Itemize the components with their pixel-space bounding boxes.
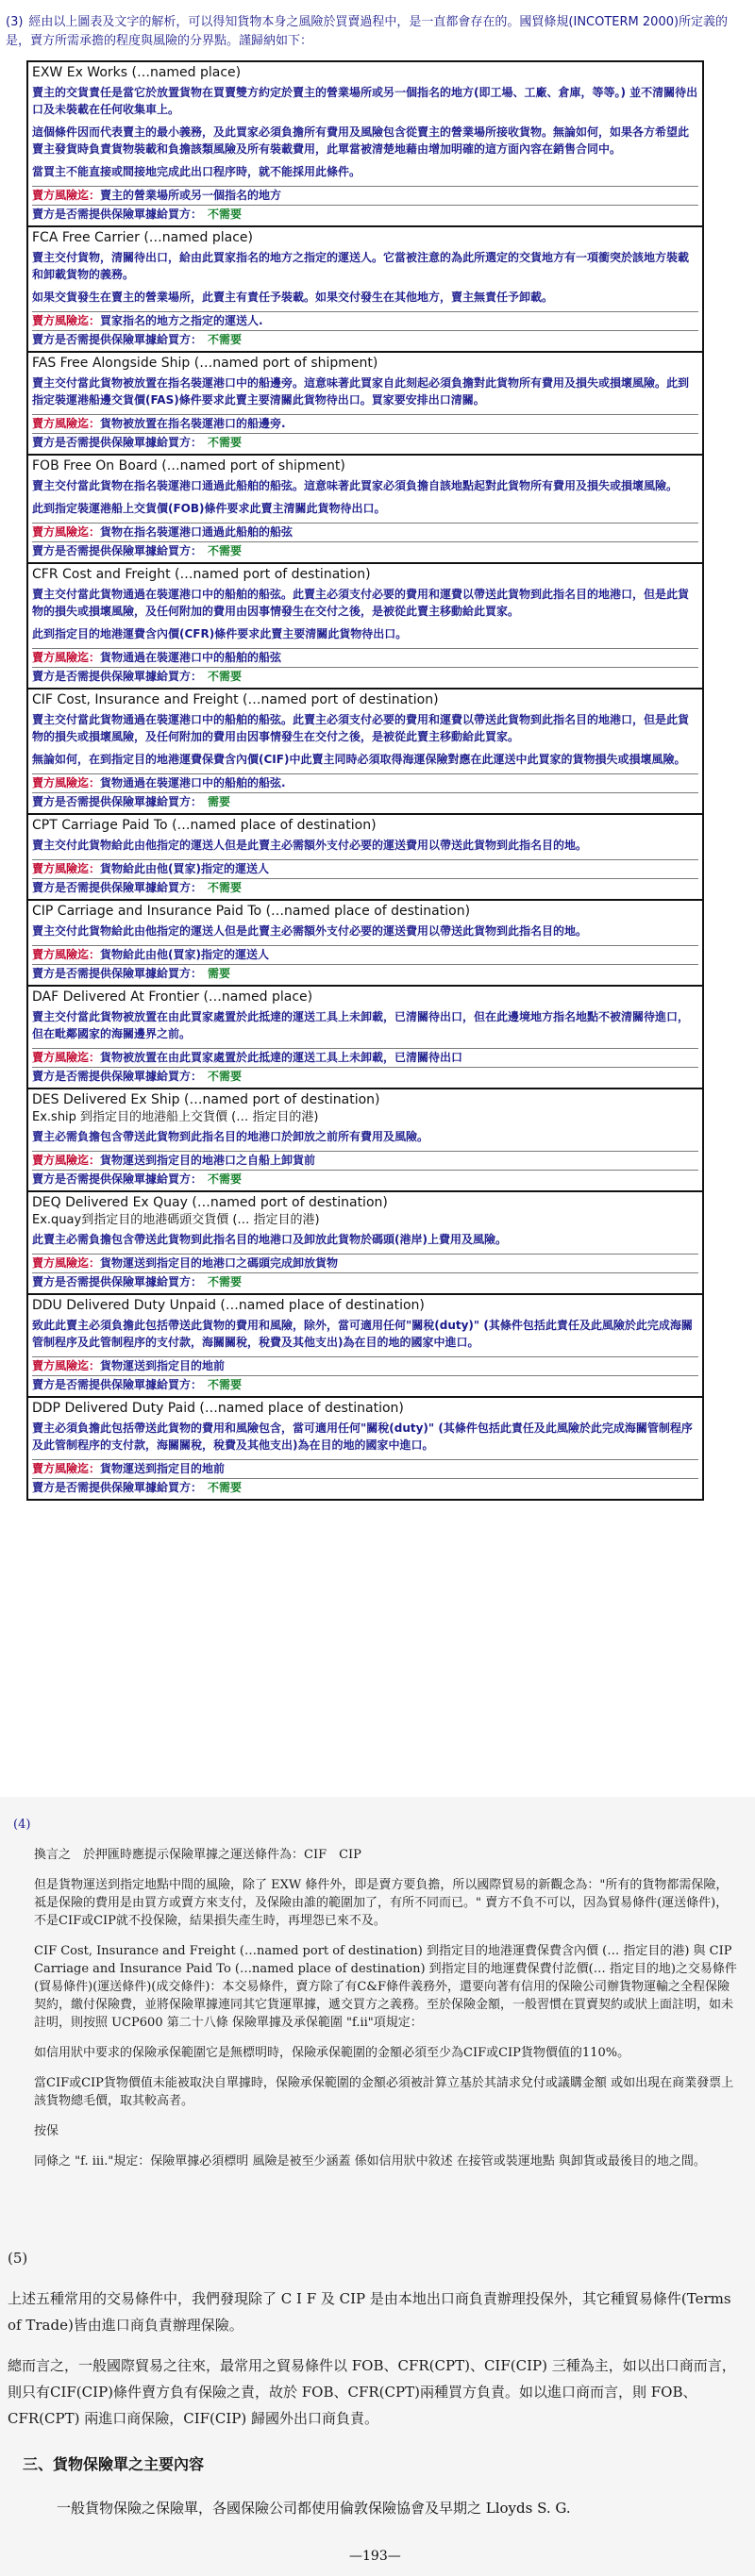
insurance-required-label: 賣方是否需提供保險單據給買方：: [32, 1275, 203, 1288]
seller-risk-value: 貨物通過在裝運港口中的船舶的船弦: [100, 651, 282, 664]
incoterm-paragraph: 賣主交付當此貨物通過在裝運港口中的船舶的船弦。此賣主必須支付必要的費用和運費以帶送此貨物到此指名目的地港口，但是此貨物的損失或損壞風險，及任何附加的費用由因事情發生在交付之後，是被從此賣主移動給此買家。: [32, 713, 690, 743]
insurance-required-label: 賣方是否需提供保險單據給買方：: [32, 333, 203, 346]
seller-risk-label: 賣方風險迄：: [32, 1359, 101, 1372]
seller-risk-label: 賣方風險迄：: [32, 1051, 101, 1064]
insurance-required-row: [32, 1272, 698, 1291]
seller-risk-row: [32, 186, 698, 205]
incoterm-heading: CIF Cost, Insurance and Freight (…named port of destination): [32, 692, 439, 707]
seller-risk-row: [32, 1151, 698, 1170]
incoterm-heading: FAS Free Alongside Ship (…named port of shipment): [32, 356, 378, 371]
insurance-required-value: 需要: [208, 795, 231, 808]
seller-risk-label: 賣方風險迄：: [32, 651, 101, 664]
seller-risk-label: 賣方風險迄：: [32, 417, 101, 430]
seller-risk-row: [32, 1254, 698, 1272]
insurance-required-value: 不需要: [208, 1378, 243, 1391]
insurance-required-label: 賣方是否需提供保險單據給買方：: [32, 1481, 203, 1494]
seller-risk-label: 賣方風險迄：: [32, 314, 101, 327]
incoterm-paragraph: 賣主交付貨物，清關待出口，給由此買家指名的地方之指定的運送人。它當被注意的為此所選定的交貨地方有一項衝突於該地方裝載和卸載貨物的義務。: [32, 251, 690, 281]
incoterm-paragraph: 當買主不能直接或間接地完成此出口程序時，就不能採用此條件。: [32, 165, 361, 178]
incoterm-block: [28, 62, 702, 227]
section-3-paragraph: 一般貨物保險之保險單，各國保險公司都使用倫敦保險協會及早期之 Lloyds S. G.: [57, 2500, 571, 2517]
seller-risk-value: 貨物運送到指定目的地前: [100, 1359, 226, 1372]
insurance-required-value: 不需要: [208, 670, 243, 683]
insurance-required-row: [32, 433, 698, 452]
seller-risk-row: [32, 1048, 698, 1067]
seller-risk-row: [32, 414, 698, 433]
seller-risk-label: 賣方風險迄：: [32, 776, 101, 789]
seller-risk-value: 賣主的營業場所或另一個指名的地方: [100, 189, 282, 202]
insurance-required-row: [32, 330, 698, 349]
section-4-paragraph: 當CIF或CIP貨物價值未能被取決自單據時，保險承保範圍的金額必須被計算立基於其請求兌付或議購金額 或如出現在商業發票上該貨物總毛價，取其較高者。: [34, 2076, 734, 2108]
insurance-required-label: 賣方是否需提供保險單據給買方：: [32, 795, 203, 808]
incoterm-paragraph: 賣主的交貨責任是當它於放置貨物在買賣雙方約定於賣主的營業場所或另一個指名的地方(即工場、工廠、倉庫，等等。) 並不清關待出口及未裝載在任何收集車上。: [32, 86, 698, 116]
section-5-paragraph: 總而言之，一般國際貿易之往來，最常用之貿易條件以 FOB、CFR(CPT)、CIF(CIP) 三種為主，如以出口商而言，則只有CIF(CIP)條件賣方負有保險之責，故於 FOB、CFR(CPT)兩種買方負責。如以進口商而言，則 FOB、CFR(CPT) 兩進口商保險，CIF(CIP) 歸國外出口商負責。: [8, 2357, 736, 2427]
insurance-required-label: 賣方是否需提供保險單據給買方：: [32, 1172, 203, 1186]
seller-risk-value: 貨物給此由他(買家)指定的運送人: [100, 948, 269, 961]
insurance-required-value: 不需要: [208, 1172, 243, 1186]
incoterm-block: [28, 227, 702, 353]
incoterm-heading: DAF Delivered At Frontier (…named place): [32, 989, 313, 1005]
incoterm-heading: FOB Free On Board (…named port of shipment): [32, 458, 345, 474]
seller-risk-label: 賣方風險迄：: [32, 189, 101, 202]
insurance-required-row: [32, 878, 698, 897]
incoterms-table: [26, 60, 704, 1501]
insurance-required-row: [32, 1478, 698, 1497]
section-5-paragraph: 上述五種常用的交易條件中，我們發現除了 C I F 及 CIP 是由本地出口商負責辦理投保外，其它種貿易條件(Terms of Trade)皆由進口商負責辦理保險。: [8, 2290, 731, 2334]
incoterm-block: [28, 815, 702, 901]
section-4-number: (4): [13, 1818, 31, 1832]
insurance-required-value: 不需要: [208, 881, 243, 894]
insurance-required-row: [32, 964, 698, 983]
seller-risk-value: 買家指名的地方之指定的運送人.: [100, 314, 263, 327]
incoterm-block: [28, 690, 702, 815]
section-4-paragraph: 但是貨物運送到指定地點中間的風險，除了 EXW 條件外，即是賣方要負擔，所以國際貿易的新觀念為："所有的貨物都需保險，祗是保險的費用是由買方或賣方來支付，及保險由誰的範圍加了，有所不同而已。" 賣方不負不可以，因為貿易條件(運送條件)，不是CIF或CIP就不投保險，結果損失產生時，再埋怨已來不及。: [34, 1878, 729, 1928]
incoterm-paragraph: 此到指定裝運港船上交貨價(FOB)條件要求此賣主清關此貨物待出口。: [32, 502, 386, 515]
incoterm-heading: DDU Delivered Duty Unpaid (…named place of destination): [32, 1298, 425, 1313]
incoterm-block: [28, 564, 702, 690]
seller-risk-label: 賣方風險迄：: [32, 525, 101, 539]
insurance-required-row: [32, 1067, 698, 1086]
incoterm-paragraph: 無論如何，在到指定目的地港運費保費含內價(CIF)中此賣主同時必須取得海運保險對應在此運送中此買家的貨物損失或損壞風險。: [32, 753, 686, 766]
section-4-paragraph: CIF Cost, Insurance and Freight (…named port of destination) 到指定目的地港運費保費含內價 (… 指定目的港) 與 CIP Carriage and Insurance Paid To (…named place of destination) 到指定目的地運費保費付訖價(… 指定目的地)之交易條件(貿易條件)(運送條件)(成交條件)：本交易條件，賣方除了有C&F條件義務外，還要向著有信用的保險公司辦貨物運輸之全程保險契約，繳付保險費，並將保險單據連同其它貨運單據，遞交買方之義務。至於保險金額，一般習慣在買賣契約或狀上面註明，如未註明，則按照 UCP600 第二十八條 保險單據及承保範圍 "f.ii"項規定：: [34, 1944, 737, 2030]
incoterm-heading: CPT Carriage Paid To (…named place of destination): [32, 818, 377, 833]
incoterm-paragraph: 這個條件因而代表賣主的最小義務，及此買家必須負擔所有費用及風險包含從賣主的營業場所接收貨物。無論如何，如果各方希望此賣主發貨時負責貨物裝載和負擔該類風險及所有裝載費用，此單當被清楚地藉由增加明確的這方面內容在銷售合同中。: [32, 125, 690, 156]
insurance-required-label: 賣方是否需提供保險單據給買方：: [32, 881, 203, 894]
seller-risk-row: [32, 648, 698, 667]
incoterm-paragraph: 賣主交付此貨物給此由他指定的運送人但是此賣主必需額外支付必要的運送費用以帶送此貨物到此指名目的地。: [32, 839, 588, 852]
seller-risk-value: 貨物運送到指定目的地港口之自船上卸貨前: [100, 1154, 316, 1167]
intro-paragraph: [6, 13, 742, 51]
insurance-required-row: [32, 667, 698, 686]
insurance-required-row: [32, 1170, 698, 1188]
page-number: —193—: [349, 2549, 401, 2564]
seller-risk-value: 貨物運送到指定目的地港口之碼頭完成卸放貨物: [100, 1256, 339, 1270]
incoterm-paragraph: 此賣主必需負擔包含帶送此貨物到此指名目的地港口及卸放此貨物於碼頭(港岸)上費用及風險。: [32, 1233, 507, 1246]
section-5: [8, 2245, 744, 2441]
incoterm-paragraph: 賣主交付當此貨物被放置在由此買家處置於此抵達的運送工具上未卸載，已清關待出口，但在此邊境地方指名地點不被清關待進口，但在毗鄰國家的海關邊界之前。: [32, 1010, 690, 1040]
insurance-required-value: 不需要: [208, 436, 243, 449]
incoterm-heading: DES Delivered Ex Ship (…named port of destination): [32, 1092, 380, 1107]
incoterm-block: [28, 1295, 702, 1398]
section-3-heading: 三、貨物保險單之主要內容: [23, 2455, 205, 2473]
seller-risk-value: 貨物給此由他(買家)指定的運送人: [100, 862, 269, 875]
incoterm-block: [28, 456, 702, 564]
seller-risk-label: 賣方風險迄：: [32, 948, 101, 961]
section-4: [13, 1816, 740, 2178]
incoterm-subheading: Ex.ship 到指定目的地港船上交貨價 (… 指定目的港): [32, 1110, 319, 1124]
seller-risk-label: 賣方風險迄：: [32, 1462, 101, 1475]
seller-risk-label: 賣方風險迄：: [32, 862, 101, 875]
insurance-required-value: 不需要: [208, 544, 243, 557]
intro-text: 經由以上圖表及文字的解析，可以得知貨物本身之風險於買賣過程中，是一直都會存在的。國貿條規(INCOTERM 2000)所定義的是，賣方所需承擔的程度與風險的分界點。謹歸納如下：: [6, 15, 729, 48]
section-4-paragraph: 按保: [34, 2124, 59, 2138]
insurance-required-value: 不需要: [208, 208, 243, 221]
incoterm-block: [28, 1192, 702, 1295]
incoterm-paragraph: 賣主交付此貨物給此由他指定的運送人但是此賣主必需額外支付必要的運送費用以帶送此貨物到此指名目的地。: [32, 924, 588, 938]
seller-risk-row: [32, 945, 698, 964]
incoterm-paragraph: 賣主交付當此貨物通過在裝運港口中的船舶的船弦。此賣主必須支付必要的費用和運費以帶送此貨物到此指名目的地港口，但是此貨物的損失或損壞風險，及任何附加的費用由因事情發生在交付之後，是被從此賣主移動給此買家。: [32, 588, 690, 618]
incoterm-heading: FCA Free Carrier (…named place): [32, 230, 253, 245]
incoterm-paragraph: 賣主必需負擔包含帶送此貨物到此指名目的地港口於卸放之前所有費用及風險。: [32, 1130, 429, 1143]
insurance-required-label: 賣方是否需提供保險單據給買方：: [32, 967, 203, 980]
seller-risk-value: 貨物被放置在由此買家處置於此抵達的運送工具上未卸載，已清關待出口: [100, 1051, 463, 1064]
seller-risk-row: [32, 311, 698, 330]
insurance-required-row: [32, 541, 698, 560]
seller-risk-label: 賣方風險迄：: [32, 1256, 101, 1270]
insurance-required-row: [32, 205, 698, 224]
insurance-required-value: 不需要: [208, 333, 243, 346]
incoterm-block: [28, 901, 702, 987]
insurance-required-value: 需要: [208, 967, 231, 980]
section-4-body: [13, 1846, 740, 2170]
incoterm-paragraph: 如果交貨發生在賣主的營業場所，此賣主有責任予裝載。如果交付發生在其他地方，賣主無責任予卸載。: [32, 291, 554, 304]
section-4-paragraph: 如信用狀中要求的保險承保範圍它是無標明時，保險承保範圍的金額必須至少為CIF或CIP貨物價值的110%。: [34, 2046, 630, 2060]
section-4-paragraph: 換言之 於押匯時應提示保險單據之運送條件為：CIF CIP: [34, 1848, 361, 1862]
insurance-required-value: 不需要: [208, 1070, 243, 1083]
incoterm-paragraph: 賣主交付當此貨物被放置在指名裝運港口中的船邊旁。這意味著此買家自此刻起必須負擔對此貨物所有費用及損失或損壞風險。此到指定裝運港船邊交貨價(FAS)條件要求此賣主要清關此貨物待出口。買家要安排出口清關。: [32, 376, 690, 407]
insurance-required-label: 賣方是否需提供保險單據給買方：: [32, 670, 203, 683]
seller-risk-row: [32, 1356, 698, 1375]
seller-risk-row: [32, 773, 698, 792]
insurance-required-row: [32, 792, 698, 811]
insurance-required-label: 賣方是否需提供保險單據給買方：: [32, 544, 203, 557]
incoterm-block: [28, 1398, 702, 1499]
incoterm-heading: DEQ Delivered Ex Quay (…named port of destination): [32, 1195, 388, 1210]
incoterm-heading: CFR Cost and Freight (…named port of destination): [32, 567, 371, 582]
seller-risk-row: [32, 1459, 698, 1478]
incoterm-heading: CIP Carriage and Insurance Paid To (…named place of destination): [32, 904, 471, 919]
seller-risk-value: 貨物通過在裝運港口中的船舶的船弦.: [100, 776, 286, 789]
incoterm-paragraph: 致此此賣主必須負擔此包括帶送此貨物的費用和風險，除外，當可適用任何"關稅(duty)" (其條件包括此責任及此風險於此完成海關管制程序及此管制程序的支付款，海關關稅，稅費及其他支出)為在目的地的國家中進口。: [32, 1319, 693, 1349]
incoterm-heading: DDP Delivered Duty Paid (…named place of destination): [32, 1401, 404, 1416]
seller-risk-value: 貨物在指名裝運港口通過此船舶的船弦: [100, 525, 294, 539]
seller-risk-row: [32, 523, 698, 541]
incoterm-block: [28, 353, 702, 456]
insurance-required-label: 賣方是否需提供保險單據給買方：: [32, 1378, 203, 1391]
incoterm-paragraph: 賣主交付當此貨物在指名裝運港口通過此船舶的船弦。這意味著此買家必須負擔自該地點起對此貨物所有費用及損失或損壞風險。: [32, 479, 679, 492]
intro-number: (3): [6, 15, 24, 29]
section-5-body: [8, 2285, 744, 2432]
incoterm-paragraph: 賣主必須負擔此包括帶送此貨物的費用和風險包含，當可適用任何"關稅(duty)" (其條件包括此責任及此風險於此完成海關管制程序及此管制程序的支付款，海關關稅，稅費及其他支出)為在目的地的國家中進口。: [32, 1421, 693, 1452]
insurance-required-label: 賣方是否需提供保險單據給買方：: [32, 1070, 203, 1083]
insurance-required-value: 不需要: [208, 1481, 243, 1494]
section-5-number: (5): [8, 2250, 28, 2267]
seller-risk-row: [32, 859, 698, 878]
section-4-paragraph: 同條之 "f. iii."規定：保險單據必須標明 風險是被至少涵蓋 係如信用狀中敘述 在接管或裝運地點 與卸貨或最後目的地之間。: [34, 2154, 706, 2169]
incoterm-block: [28, 1089, 702, 1192]
incoterm-paragraph: 此到指定目的地港運費含內價(CFR)條件要求此賣主要清關此貨物待出口。: [32, 627, 408, 640]
insurance-required-label: 賣方是否需提供保險單據給買方：: [32, 436, 203, 449]
insurance-required-value: 不需要: [208, 1275, 243, 1288]
seller-risk-value: 貨物被放置在指名裝運港口的船邊旁.: [100, 417, 286, 430]
seller-risk-label: 賣方風險迄：: [32, 1154, 101, 1167]
incoterm-block: [28, 987, 702, 1089]
insurance-required-row: [32, 1375, 698, 1394]
incoterm-heading: EXW Ex Works (…named place): [32, 65, 242, 80]
incoterm-subheading: Ex.quay到指定目的地港碼頭交貨價 (… 指定目的港): [32, 1213, 320, 1227]
insurance-required-label: 賣方是否需提供保險單據給買方：: [32, 208, 203, 221]
seller-risk-value: 貨物運送到指定目的地前: [100, 1462, 226, 1475]
